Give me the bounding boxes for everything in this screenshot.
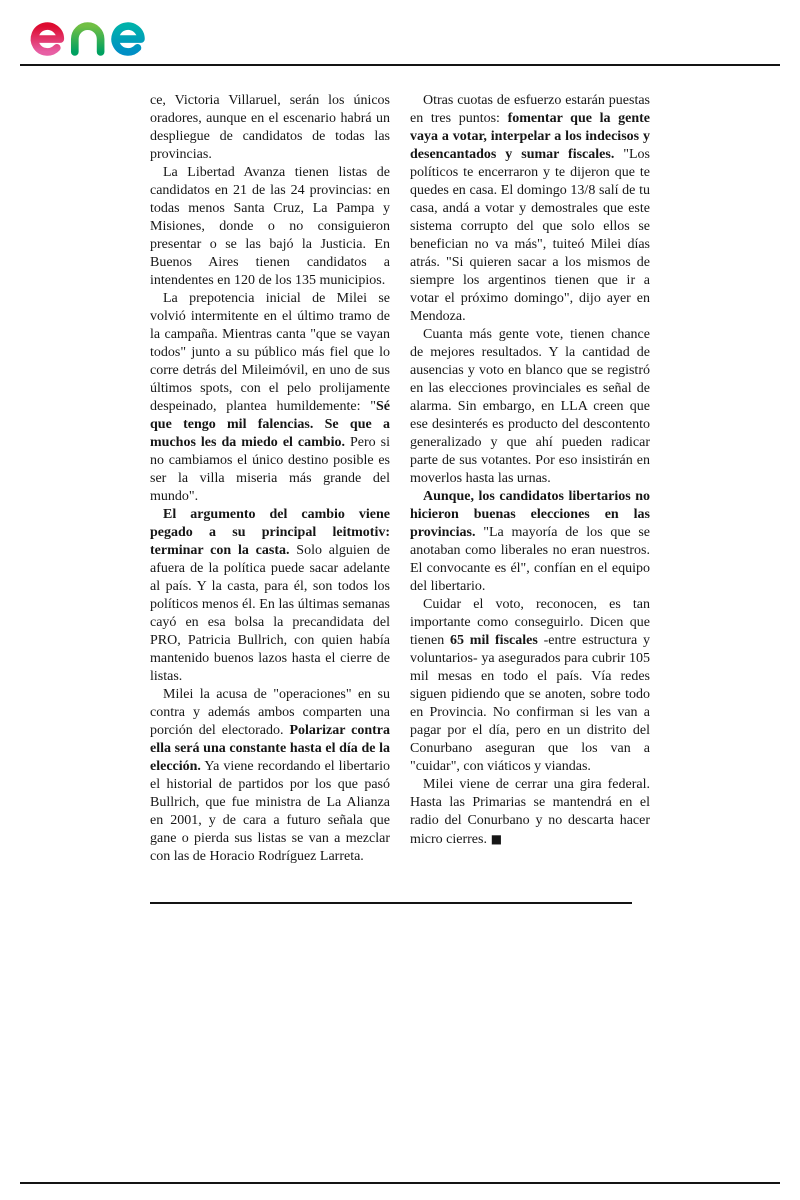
body-text: "Los políticos te encerraron y te dijeron que te quedes en casa. El domingo 13/8 salí de tu casa, andá a votar y demostrales que este sistema corrupto del que solo ellos se benefician no va más", tuiteó Milei días atrás. "Si quieren sacar a los mismos de siempre los argentinos tienen que ir a votar el próximo domingo", dijo ayer en Mendoza. — [410, 147, 650, 324]
emphasis-text: Aunque, los candidatos libertarios no hicieron buenas elecciones en las provincias. — [410, 489, 650, 540]
paragraph — [410, 326, 650, 488]
emphasis-text: El argumento del cambio viene pegado a su principal leitmotiv: terminar con la casta. — [150, 507, 390, 558]
body-text: ce, Victoria Villaruel, serán los únicos oradores, aunque en el escenario habrá un despliegue de candidatos de todas las provincias. — [150, 93, 390, 162]
body-text: Ya viene recordando el libertario el historial de partidos por los que pasó Bullrich, que fue ministra de La Alianza en 2001, y de cara a futuro señala que gane o pierda sus listas se van a mezclar con las de Horacio Rodríguez Larreta. — [150, 759, 390, 864]
article-end-divider — [150, 902, 632, 904]
page-bottom-divider — [20, 1182, 780, 1184]
article-column-left — [150, 92, 390, 866]
paragraph — [150, 92, 390, 164]
emphasis-text: Polarizar contra ella será una constante hasta el día de la elección. — [150, 723, 390, 774]
body-text: La Libertad Avanza tienen listas de candidatos en 21 de las 24 provincias: en todas menos Santa Cruz, La Pampa y Misiones, donde o no consiguieron presentar o se las bajó la Justicia. En Buenos Aires tienen candidatos a intendentes en 120 de los 135 municipios. — [150, 165, 390, 288]
enel-logo-graphic — [24, 10, 174, 60]
header — [0, 0, 800, 62]
article-body — [150, 92, 650, 866]
paragraph — [150, 290, 390, 506]
enel-letter-n — [75, 26, 101, 52]
body-text: "La mayoría de los que se anotaban como liberales no eran nuestros. El convocante es él", confían en el equipo del libertario. — [410, 525, 650, 594]
enel-logo — [24, 10, 800, 60]
paragraph — [410, 92, 650, 326]
article-column-right — [410, 92, 650, 866]
body-text: Cuidar el voto, reconocen, es tan importante como conseguirlo. Dicen que tienen — [410, 597, 650, 648]
emphasis-text: Sé que tengo mil falencias. Se que a muchos les da miedo el cambio. — [150, 399, 390, 450]
body-text: Milei viene de cerrar una gira federal. Hasta las Primarias se mantendrá en el radio del Conurbano y no descarta hacer micro cierres. — [410, 777, 650, 847]
emphasis-text: fomentar que la gente vaya a votar, interpelar a los indecisos y desencantados y sumar fiscales. — [410, 111, 650, 162]
body-text: -entre estructura y voluntarios- ya asegurados para cubrir 105 mil mesas en todo el país. Vía redes siguen pidiendo que se anoten, sobre todo en Provincia. No confirman si les van a pagar por el día, pero en un distrito del Conurbano aseguran que los van a "cuidar", con viáticos y viandas. — [410, 633, 650, 774]
body-text: Solo alguien de afuera de la política puede sacar adelante al país. Y la casta, para él, son todos los políticos menos él. En las últimas semanas cayó en esa bolsa la precandidata del PRO, Patricia Bullrich, con quien había mantenido buenos lazos hasta el cierre de listas. — [150, 543, 390, 684]
emphasis-text: 65 mil fiscales — [450, 633, 538, 648]
paragraph — [410, 596, 650, 776]
paragraph — [410, 776, 650, 849]
enel-letter-e-1 — [34, 26, 60, 52]
paragraph — [150, 686, 390, 866]
body-text: La prepotencia inicial de Milei se volvió intermitente en el último tramo de la campaña. Mientras canta "que se vayan todos" junto a su público más fiel que lo corre detrás del Mileimóvil, en uno de sus últimos spots, con el pelo prolijamente despeinado, plantea humildemente: " — [150, 291, 390, 414]
paragraph — [410, 488, 650, 596]
paragraph — [150, 164, 390, 290]
body-text: Cuanta más gente vote, tienen chance de mejores resultados. Y la cantidad de ausencias y voto en blanco que se registró en las elecciones provinciales es señal de alarma. Sin embargo, en LLA creen que ese desinterés es producto del descontento generalizado y que ahí pueden radicar parte de sus votantes. Por eso insistirán en moverlos hasta las urnas. — [410, 327, 650, 486]
paragraph — [150, 506, 390, 686]
enel-letter-e-2 — [115, 26, 141, 52]
body-text: Pero si no cambiamos el único destino posible es ser la villa miseria más grande del mundo". — [150, 435, 390, 504]
body-text: Otras cuotas de esfuerzo estarán puestas en tres puntos: — [410, 93, 650, 126]
body-text: Milei la acusa de "operaciones" en su contra y además ambos comparten una porción del electorado. — [150, 687, 390, 738]
end-of-article-marker: ■ — [486, 832, 503, 846]
top-divider — [20, 64, 780, 66]
